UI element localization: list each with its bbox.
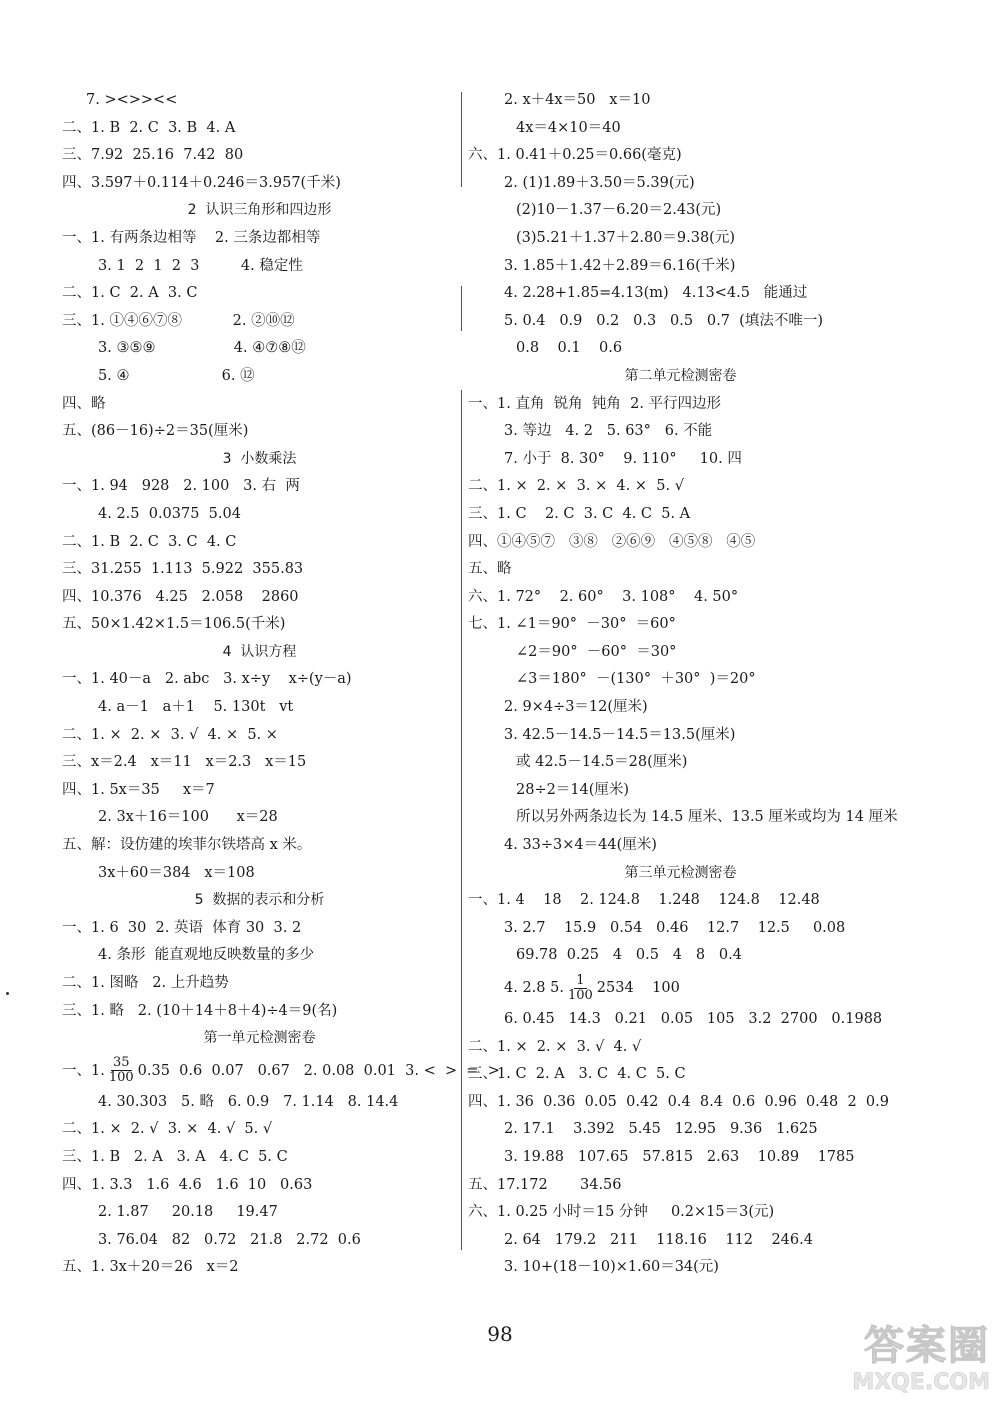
answer-prefix: 一、1. xyxy=(62,1062,105,1079)
answer-line: 三、7.92 25.16 7.42 80 xyxy=(62,147,244,164)
answer-line: 所以另外两条边长为 14.5 厘米、13.5 厘米或均为 14 厘米 xyxy=(516,809,898,826)
column-divider-lower xyxy=(461,390,462,1250)
answer-line: 五、50×1.42×1.5＝106.5(千米) xyxy=(62,616,286,633)
answer-line: 2. x＋4x＝50 x＝10 xyxy=(504,92,651,108)
answer-line: 三、1. B 2. A 3. A 4. C 5. C xyxy=(62,1148,288,1165)
watermark-logo-text: 答案圈 xyxy=(864,1323,990,1369)
fraction-numerator: 35 xyxy=(112,1055,130,1071)
answer-line: 3x＋60＝384 x＝108 xyxy=(98,864,255,881)
answer-line: 3. 10+(18－10)×1.60＝34(元) xyxy=(504,1259,719,1276)
answer-line: 3. 1.85＋1.42＋2.89＝6.16(千米) xyxy=(504,257,736,274)
answer-line: 一、1. 直角 锐角 钝角 2. 平行四边形 xyxy=(468,395,722,412)
answer-line: ∠2＝90° －60° ＝30° xyxy=(516,643,677,660)
answer-line: 三、1. ①④⑥⑦⑧ 2. ②⑩⑫ xyxy=(62,312,295,329)
column-divider-middle xyxy=(461,286,462,331)
answer-line: 三、1. 略 2. (10＋14＋8＋4)÷4＝9(名) xyxy=(62,1002,338,1019)
answer-line: 69.78 0.25 4 0.5 4 8 0.4 xyxy=(516,947,742,964)
page-number: 98 xyxy=(487,1322,513,1346)
answer-prefix: 4. 2.8 5. xyxy=(504,980,564,996)
answer-line: 二、1. B 2. C 3. B 4. A xyxy=(62,119,236,136)
answer-line: 2. 17.1 3.392 5.45 12.95 9.36 1.625 xyxy=(504,1121,818,1138)
answer-line: 7. ><>><< xyxy=(86,92,178,108)
fraction-numerator: 1 xyxy=(576,972,585,988)
fraction-denominator: 100 xyxy=(567,987,593,1003)
answer-line: 5. 0.4 0.9 0.2 0.3 0.5 0.7 (填法不唯一) xyxy=(504,312,823,329)
answer-text: 0.35 0.6 0.07 0.67 2. 0.08 0.01 3. < > = > xyxy=(137,1062,500,1079)
section-heading: 第三单元检测密卷 xyxy=(624,864,737,881)
section-heading: 2 认识三角形和四边形 xyxy=(187,202,332,219)
answer-line: 一、1. 有两条边相等 2. 三条边都相等 xyxy=(62,229,321,246)
scan-speck xyxy=(6,992,9,995)
fraction xyxy=(568,974,593,1003)
answer-line: 三、x＝2.4 x＝11 x＝2.3 x＝15 xyxy=(62,754,307,771)
answer-line: 五、(86－16)÷2＝35(厘米) xyxy=(62,423,249,440)
answer-line: 5. ④ 6. ⑫ xyxy=(98,367,255,384)
answer-line: 七、1. ∠1＝90° －30° ＝60° xyxy=(468,616,676,633)
answer-line: 五、解：设仿建的埃菲尔铁塔高 x 米。 xyxy=(62,837,312,854)
answer-line: 五、17.172 34.56 xyxy=(468,1176,622,1193)
answer-line: 4. 33÷3×4＝44(厘米) xyxy=(504,837,657,854)
answer-line: 2. 9×4÷3＝12(厘米) xyxy=(504,699,648,716)
answer-line: 3. ③⑤⑨ 4. ④⑦⑧⑫ xyxy=(98,340,306,357)
answer-line: 六、1. 0.25 小时＝15 分钟 0.2×15＝3(元) xyxy=(468,1204,775,1221)
answer-line xyxy=(468,970,893,1006)
answer-line: 四、3.597＋0.114＋0.246＝3.957(千米) xyxy=(62,174,341,191)
answer-line: 四、1. 36 0.36 0.05 0.42 0.4 8.4 0.6 0.96 0.48 2 0.9 xyxy=(468,1093,889,1110)
answer-line: 4. 30.303 5. 略 6. 0.9 7. 1.14 8. 14.4 xyxy=(98,1093,399,1110)
answer-line: 0.8 0.1 0.6 xyxy=(516,340,623,357)
answer-line: 三、1. C 2. C 3. C 4. C 5. A xyxy=(468,505,691,522)
section-heading: 3 小数乘法 xyxy=(222,450,297,467)
answer-line: 一、1. 40－a 2. abc 3. x÷y x÷(y－a) xyxy=(62,671,352,688)
section-heading: 第一单元检测密卷 xyxy=(203,1030,316,1047)
answer-line: 四、1. 5x＝35 x＝7 xyxy=(62,781,215,798)
section-heading: 5 数据的表示和分析 xyxy=(194,892,325,909)
answer-line: 六、1. 0.41＋0.25＝0.66(毫克) xyxy=(468,147,682,164)
answer-line: 4x＝4×10＝40 xyxy=(516,119,621,136)
column-divider-upper xyxy=(461,92,462,187)
answer-line: 四、略 xyxy=(62,395,106,412)
answer-line: 四、10.376 4.25 2.058 2860 xyxy=(62,588,299,605)
answer-line: 五、略 xyxy=(468,561,512,578)
answer-line xyxy=(62,1053,500,1089)
section-heading: 第二单元检测密卷 xyxy=(624,367,737,384)
answer-line: 二、1. × 2. × 3. √ 4. √ xyxy=(468,1038,642,1055)
answer-line: 28÷2＝14(厘米) xyxy=(516,781,630,798)
answer-line: 或 42.5－14.5＝28(厘米) xyxy=(516,754,688,771)
answer-line: 6. 0.45 14.3 0.21 0.05 105 3.2 2700 0.1988 xyxy=(504,1011,883,1027)
fraction xyxy=(109,1056,134,1085)
answer-line: 3. 76.04 82 0.72 21.8 2.72 0.6 xyxy=(98,1231,361,1248)
answer-line: 4. 条形 能直观地反映数量的多少 xyxy=(98,947,315,964)
answer-line: 3. 1 2 1 2 3 4. 稳定性 xyxy=(98,257,303,274)
answer-line: 二、1. 图略 2. 上升趋势 xyxy=(62,975,229,991)
answer-line: 3. 19.88 107.65 57.815 2.63 10.89 1785 xyxy=(504,1148,855,1165)
answer-line: 4. a－1 a＋1 5. 130t vt xyxy=(98,699,294,716)
answer-line: 4. 2.5 0.0375 5.04 xyxy=(98,505,241,522)
answer-line: 一、1. 6 30 2. 英语 体育 30 3. 2 xyxy=(62,919,302,936)
answer-line: 2. (1)1.89＋3.50＝5.39(元) xyxy=(504,174,695,191)
answer-line: 二、1. × 2. × 3. √ 4. × 5. × xyxy=(62,726,278,743)
answer-line: 六、1. 72° 2. 60° 3. 108° 4. 50° xyxy=(468,588,739,605)
answer-line: (3)5.21＋1.37＋2.80＝9.38(元) xyxy=(516,229,735,246)
answer-line: 二、1. B 2. C 3. C 4. C xyxy=(62,533,237,550)
answer-line: 2. 64 179.2 211 118.16 112 246.4 xyxy=(504,1231,813,1248)
answer-line: 3. 等边 4. 2 5. 63° 6. 不能 xyxy=(504,423,713,440)
answer-line: 五、1. 3x＋20＝26 x＝2 xyxy=(62,1259,239,1276)
answer-text: 2534 100 xyxy=(596,980,680,996)
answer-line: 二、1. × 2. × 3. × 4. × 5. √ xyxy=(468,478,684,495)
answer-line: 4. 2.28+1.85=4.13(m) 4.13<4.5 能通过 xyxy=(504,285,808,302)
answer-line: 四、1. 3.3 1.6 4.6 1.6 10 0.63 xyxy=(62,1176,313,1193)
answer-line: 2. 1.87 20.18 19.47 xyxy=(98,1204,278,1221)
answer-line: 三、31.255 1.113 5.922 355.83 xyxy=(62,561,304,578)
answer-line: 三、1. C 2. A 3. C 4. C 5. C xyxy=(468,1066,686,1083)
answer-line: 一、1. 4 18 2. 124.8 1.248 124.8 12.48 xyxy=(468,892,820,909)
answer-line: ∠3＝180° －(130° ＋30° )＝20° xyxy=(516,671,756,688)
answer-line: 二、1. C 2. A 3. C xyxy=(62,285,198,302)
answer-line: 2. 3x＋16＝100 x＝28 xyxy=(98,809,278,826)
answer-line: 3. 2.7 15.9 0.54 0.46 12.7 12.5 0.08 xyxy=(504,919,846,936)
answer-line: 3. 42.5－14.5－14.5＝13.5(厘米) xyxy=(504,726,736,743)
answer-line: 7. 小于 8. 30° 9. 110° 10. 四 xyxy=(504,450,742,467)
fraction-denominator: 100 xyxy=(108,1070,134,1086)
answer-line: (2)10－1.37－6.20＝2.43(元) xyxy=(516,202,722,219)
right-answer-column xyxy=(468,87,898,1282)
section-heading: 4 认识方程 xyxy=(222,643,297,660)
answer-line: 一、1. 94 928 2. 100 3. 右 两 xyxy=(62,478,300,495)
watermark-url-text: MXQE.COM xyxy=(852,1370,990,1395)
watermark-logo xyxy=(786,1322,990,1400)
answer-line: 二、1. × 2. √ 3. × 4. √ 5. √ xyxy=(62,1121,273,1138)
answer-line: 四、①④⑤⑦ ③⑧ ②⑥⑨ ④⑤⑧ ④⑤ xyxy=(468,533,756,550)
